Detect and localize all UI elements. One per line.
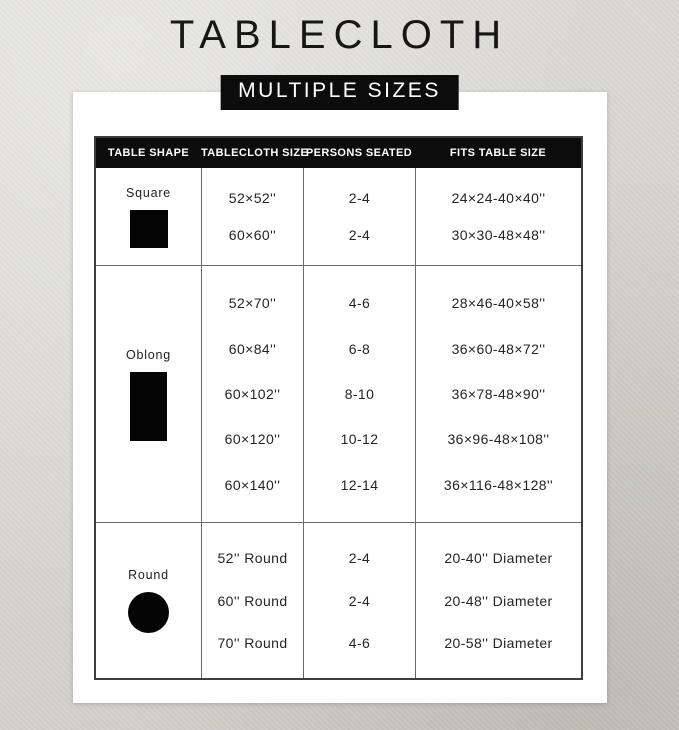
header-fits-table-size: FITS TABLE SIZE xyxy=(449,147,547,159)
cell-seats: 6-8 xyxy=(348,340,371,357)
shape-label-oblong: Oblong xyxy=(125,347,172,362)
cell-fits: 28×46-40×58'' xyxy=(451,295,546,312)
cell-size: 60×140'' xyxy=(224,476,281,493)
cell-seats: 4-6 xyxy=(348,635,371,652)
column-oblong-seats xyxy=(303,266,415,522)
cell-fits: 30×30-48×48'' xyxy=(451,227,546,244)
cell-seats: 12-14 xyxy=(340,476,379,493)
cell-seats: 2-4 xyxy=(348,227,371,244)
shape-cell-round xyxy=(96,523,201,678)
cell-seats: 2-4 xyxy=(348,592,371,609)
cell-fits: 20-40'' Diameter xyxy=(444,549,553,566)
cell-fits: 36×78-48×90'' xyxy=(451,385,546,402)
size-chart-card xyxy=(73,92,607,703)
page-title: TABLECLOTH xyxy=(169,13,510,57)
column-square-seats xyxy=(303,168,415,265)
cell-size: 52'' Round xyxy=(217,549,288,566)
cell-size: 52×70'' xyxy=(228,295,277,312)
cell-seats: 8-10 xyxy=(344,385,375,402)
column-oblong-fits xyxy=(415,266,581,522)
shape-cell-oblong xyxy=(96,266,201,522)
cell-fits: 20-48'' Diameter xyxy=(444,592,553,609)
size-table xyxy=(94,136,583,680)
section-oblong xyxy=(96,265,581,522)
cell-fits: 36×96-48×108'' xyxy=(447,431,550,448)
column-oblong-size xyxy=(201,266,303,522)
cell-fits: 36×60-48×72'' xyxy=(451,340,546,357)
cell-seats: 2-4 xyxy=(348,549,371,566)
shape-label-square: Square xyxy=(125,185,172,200)
cell-seats: 2-4 xyxy=(348,189,371,206)
table-header-row xyxy=(96,138,581,168)
shape-label-round: Round xyxy=(128,568,169,582)
cell-size: 70'' Round xyxy=(217,635,288,652)
section-round xyxy=(96,522,581,678)
cell-seats: 4-6 xyxy=(348,295,371,312)
cell-size: 60×60'' xyxy=(228,227,277,244)
cell-size: 60'' Round xyxy=(217,592,288,609)
column-square-size xyxy=(201,168,303,265)
rectangle-icon xyxy=(130,372,167,441)
cell-fits: 36×116-48×128'' xyxy=(443,476,554,493)
column-round-fits xyxy=(415,523,581,678)
cell-size: 52×52'' xyxy=(228,189,277,206)
cell-size: 60×84'' xyxy=(228,340,277,357)
header-table-shape: TABLE SHAPE xyxy=(107,147,190,159)
cell-size: 60×120'' xyxy=(224,431,281,448)
header-persons-seated: PERSONS SEATED xyxy=(305,147,413,159)
column-round-seats xyxy=(303,523,415,678)
cell-seats: 10-12 xyxy=(340,431,379,448)
section-square xyxy=(96,168,581,265)
cell-fits: 20-58'' Diameter xyxy=(444,635,553,652)
column-round-size xyxy=(201,523,303,678)
shape-cell-square xyxy=(96,168,201,265)
circle-icon xyxy=(128,592,169,633)
subtitle-banner: MULTIPLE SIZES xyxy=(220,75,459,110)
cell-fits: 24×24-40×40'' xyxy=(451,189,546,206)
square-icon xyxy=(130,210,168,248)
header-tablecloth-size: TABLECLOTH SIZE xyxy=(201,147,309,159)
cell-size: 60×102'' xyxy=(224,385,281,402)
column-square-fits xyxy=(415,168,581,265)
